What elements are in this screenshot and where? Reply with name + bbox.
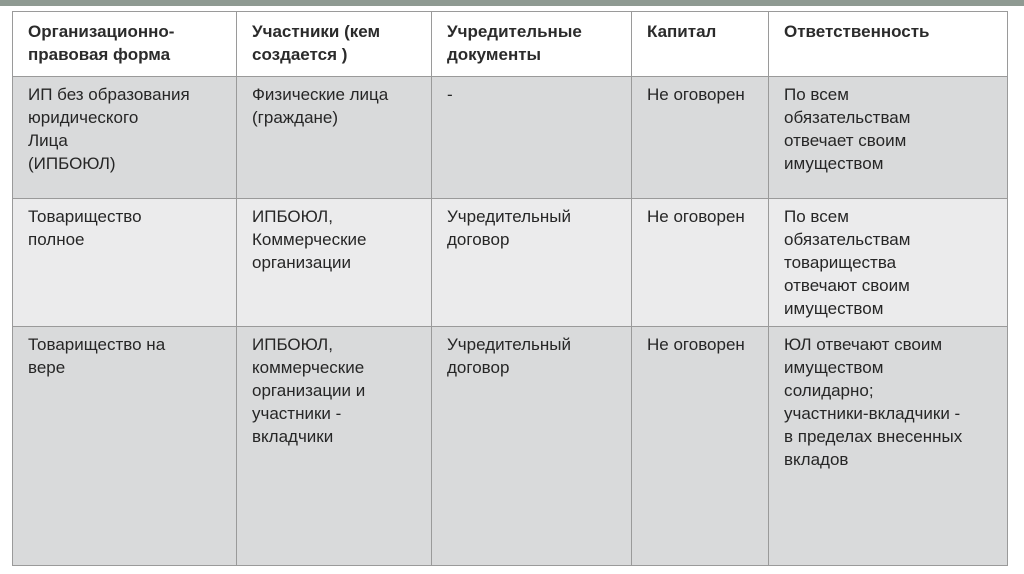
cell-legal-form: Товарищество на вере [13, 327, 237, 566]
comparison-table [12, 11, 1008, 566]
table-row [13, 199, 1008, 327]
cell-capital: Не оговорен [632, 199, 769, 327]
cell-liability: ЮЛ отвечают своим имуществом солидарно; участники-вкладчики - в пределах внесенных вкладов [769, 327, 1008, 566]
cell-founding-documents: Учредительный договор [432, 327, 632, 566]
header-legal-form: Организационно- правовая форма [13, 12, 237, 77]
table-row [13, 327, 1008, 566]
cell-legal-form: ИП без образования юридического Лица (ИПБОЮЛ) [13, 77, 237, 199]
cell-capital: Не оговорен [632, 327, 769, 566]
cell-capital: Не оговорен [632, 77, 769, 199]
cell-participants: Физические лица (граждане) [237, 77, 432, 199]
top-band [0, 0, 1024, 6]
cell-founding-documents: - [432, 77, 632, 199]
header-capital: Капитал [632, 12, 769, 77]
cell-liability: По всем обязательствам товарищества отвечают своим имуществом [769, 199, 1008, 327]
header-participants: Участники (кем создается ) [237, 12, 432, 77]
cell-participants: ИПБОЮЛ, Коммерческие организации [237, 199, 432, 327]
cell-legal-form: Товарищество полное [13, 199, 237, 327]
header-founding-documents: Учредительные документы [432, 12, 632, 77]
header-liability: Ответственность [769, 12, 1008, 77]
cell-liability: По всем обязательствам отвечает своим имуществом [769, 77, 1008, 199]
cell-founding-documents: Учредительный договор [432, 199, 632, 327]
header-row [13, 12, 1008, 77]
cell-participants: ИПБОЮЛ, коммерческие организации и участники - вкладчики [237, 327, 432, 566]
table-row [13, 77, 1008, 199]
